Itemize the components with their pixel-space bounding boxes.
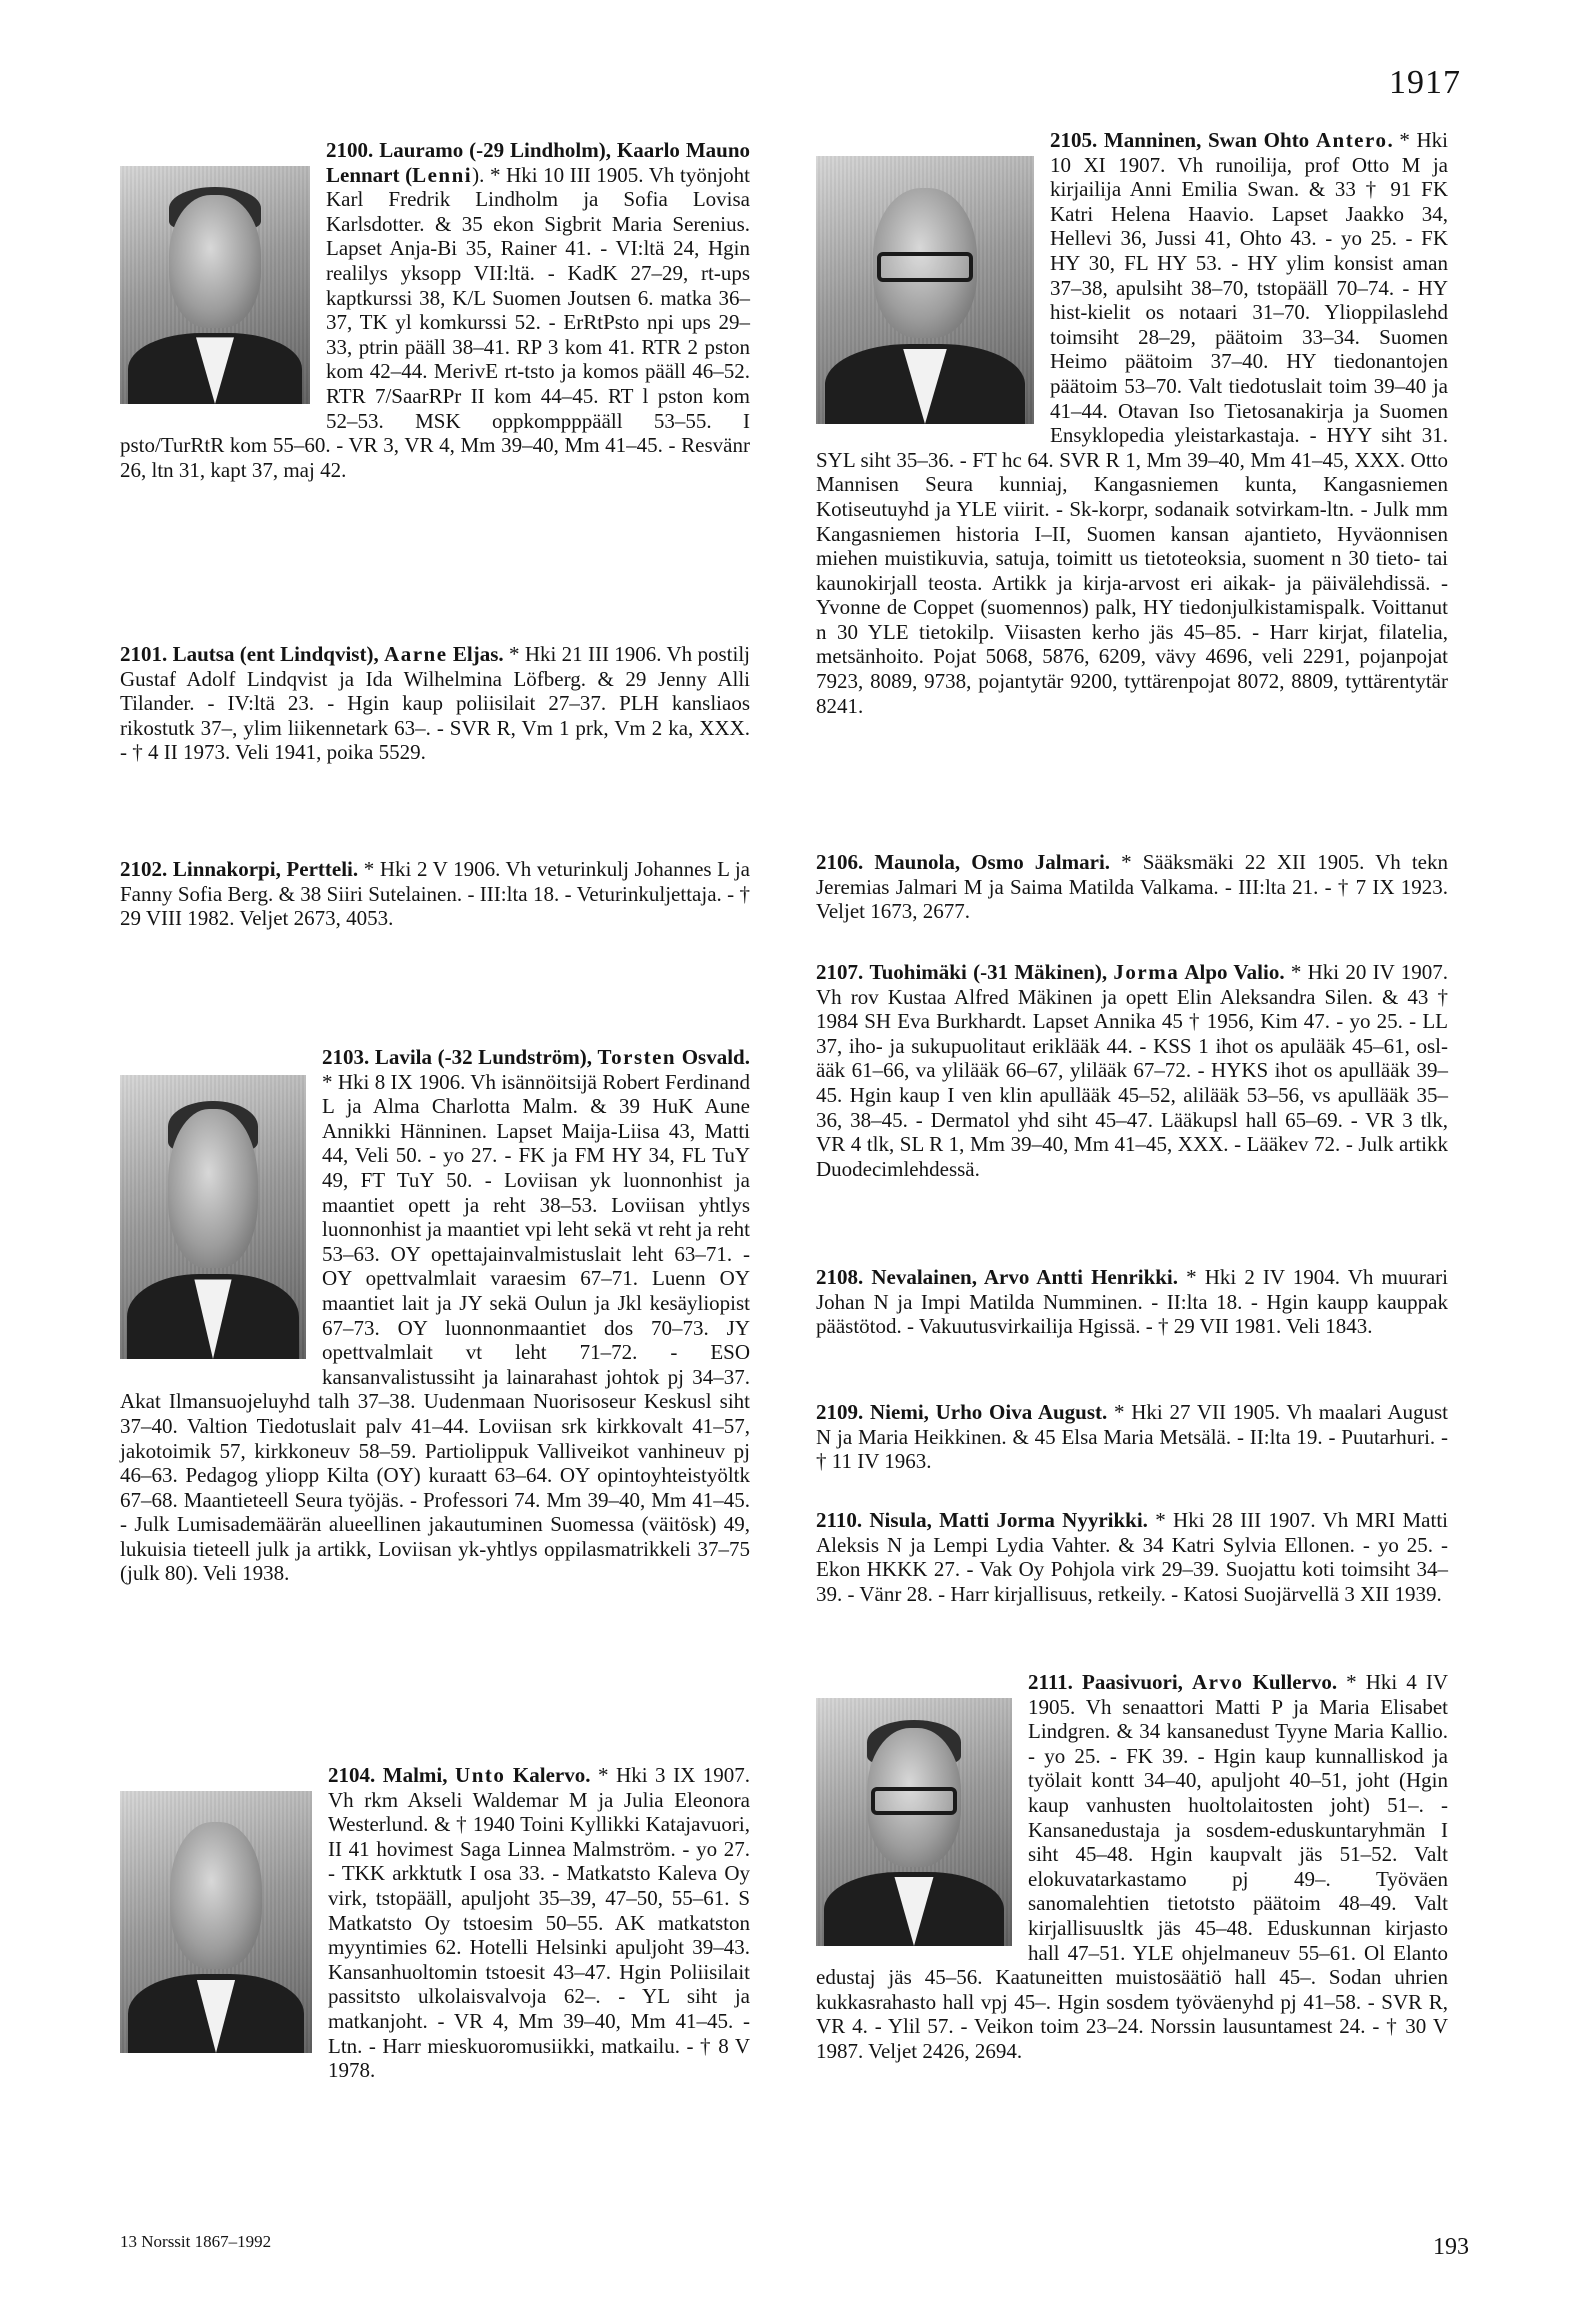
entry-text: ). * Hki 10 III 1905. Vh työnjoht Karl Fredrik Lindholm ja Sofia Lovisa Karlsdotter. & 35 ekon Sigbrit Maria Serenius. Lapset Anja-Bi 35, Rainer 41. - VI:ltä 24, Hgin realilys yksopp VII:ltä. - KadK 27–29, rt-ups kaptkurssi 38, K/L Suomen Joutsen 6. matka 36–37, TK yl komkurssi 52. - ErRtPsto npi ups 29–33, ptrin pääll 38–41. RP 3 kom 41. RTR 2 pston kom 42–44. MerivE rt-tsto ja komos pääll 46–52. RTR 7/SaarRPr II kom 44–45. RT l pston kom 52–53. MSK oppkompppääll 53–55. I psto/TurRtR kom 55–60. - VR 3, VR 4, Mm 39–40, Mm 41–45. - Resvänr 26, ltn 31, kapt 37, maj 42. bbox=[120, 162, 751, 482]
entry-2105 bbox=[816, 128, 1448, 718]
entry-2104 bbox=[120, 1763, 750, 2083]
entry-number: 2108. bbox=[816, 1265, 864, 1289]
entry-2111 bbox=[816, 1670, 1448, 2064]
entry-text: * Sääksmäki 22 XII 1905. Vh tekn Jeremias Jalmari M ja Saima Matilda Valkama. - III:lta 21. - † 7 IX 1923. Veljet 1673, 2677. bbox=[816, 850, 1449, 924]
entry-text: * Hki 2 V 1906. Vh veturinkulj Johannes L ja Fanny Sofia Berg. & 38 Siiri Sutelainen. - III:lta 18. - Veturinkuljettaja. - † 29 VIII 1982. Veljet 2673, 4053. bbox=[120, 857, 750, 931]
entry-name: Malmi, bbox=[382, 1763, 456, 1787]
entry-number: 2101. bbox=[120, 642, 168, 666]
entry-name: Tuohimäki (-31 Mäkinen), bbox=[869, 960, 1114, 984]
footer-note: 13 Norssit 1867–1992 bbox=[120, 2232, 272, 2251]
entry-number: 2107. bbox=[816, 960, 864, 984]
portrait-photo bbox=[120, 1791, 312, 2053]
entry-name: Nisula, Matti Jorma Nyyrikki. bbox=[869, 1508, 1148, 1532]
entry-given-name: Aarne bbox=[384, 642, 448, 666]
entry-given-name: Arvo bbox=[1191, 1670, 1244, 1694]
entry-2103 bbox=[120, 1045, 750, 1586]
entry-2107 bbox=[816, 960, 1448, 1181]
entry-2108 bbox=[816, 1265, 1448, 1339]
entry-number: 2111. bbox=[1028, 1670, 1073, 1694]
entry-name-rest: Eljas. bbox=[447, 642, 504, 666]
entry-2100 bbox=[120, 138, 750, 482]
entry-number: 2100. bbox=[326, 138, 374, 162]
entry-name: Linnakorpi, Pertteli. bbox=[172, 857, 359, 881]
entry-given-name: Antero bbox=[1315, 128, 1388, 152]
entry-name: Lavila (-32 Lundström), bbox=[374, 1045, 598, 1069]
entry-2109 bbox=[816, 1400, 1448, 1474]
entry-number: 2103. bbox=[322, 1045, 370, 1069]
entry-name-rest: Kullervo. bbox=[1243, 1670, 1338, 1694]
entry-name: Lautsa (ent Lindqvist), bbox=[172, 642, 385, 666]
entry-text: * Hki 20 IV 1907. Vh rov Kustaa Alfred Mäkinen ja opett Elin Aleksandra Silen. & 43 † 1984 SH Eva Burkhardt. Lapset Annika 45 † 1956, Kim 47. - yo 25. - LL 37, iho- ja sukupuolitaut eriklääk 44. - KSS 1 ihot os apulääk 45–61, oslääk 61–66, va ylilääk 66–67, ylilääk 67–72. - HYKS ihot os apullääk 39–45. Hgin kaup I ven klin apullääk 45–52, alilääk 53–56, vs apullääk 35–36, 38–45. - Dermatol yhd siht 45–47. Lääkupsl hall 65–69. - VR 3 tlk, VR 4 tlk, SL R 1, Mm 39–40, Mm 41–45, XXX. - Lääkev 72. - Julk artikk Duodecimlehdessä. bbox=[816, 960, 1448, 1181]
entry-name: Lauramo (-29 Lindholm), Kaarlo Mauno Lennart ( bbox=[326, 138, 751, 187]
page-year: 1917 bbox=[1389, 64, 1461, 101]
entry-name: Manninen, Swan Ohto bbox=[1103, 128, 1316, 152]
entry-text: * Hki 3 IX 1907. Vh rkm Akseli Waldemar M ja Julia Eleonora Westerlund. & † 1940 Toini Kyllikki Katajavuori, II 41 hovimest Saga Linnea Malmström. - yo 27. - TKK arkktutk I osa 33. - Matkatsto Kaleva Oy virk, tstopääll, apuljoht 35–39, 47–50, 55–61. S Matkatsto Oy tstoesim 50–55. AK matkatston myyntimies 62. Hotelli Helsinki apuljoht 39–43. Kansanhuoltomin tstoesit 43–47. Hgin Poliisilait passitsto ulkolaisvalvoja 62–. - YL siht ja matkanjoht. - VR 4, Mm 39–40, Mm 41–45. - Ltn. - Harr mieskuoromusiikki, matkailu. - † 8 V 1978. bbox=[328, 1763, 751, 2083]
entry-given-name: Torsten bbox=[597, 1045, 677, 1069]
entry-given-name: Jorma bbox=[1113, 960, 1180, 984]
entry-text: * Hki 10 XI 1907. Vh runoilija, prof Otto M ja kirjailija Anni Emilia Swan. & 33 † 91 FK Katri Helena Haavio. Lapset Jaakko 34, Hellevi 36, Jussi 41, Ohto 43. - yo 25. - FK HY 30, FL HY 53. - HY ylim konsist aman 37–38, apulsiht 38–70, tstopääll 70–74. - HY hist-kielit os notaari 31–70. Ylioppilaslehd toimsiht 28–29, päätoim 33–34. Suomen Heimo päätoim 37–40. HY tiedonantojen päätoim 53–70. Valt tiedotuslait toim 39–40 ja 41–44. Otavan Iso Tietosanakirja ja Suomen Ensyklopedia yleistarkastaja. - HYY siht 31. SYL siht 35–36. - FT hc 64. SVR R 1, Mm 39–40, Mm 41–45, XXX. Otto Mannisen Seura kunniaj, Kangasniemen kunta, Kangasniemen Kotiseutuyhd ja YLE viirit. - Sk-korpr, sodanaik sotvirkam-ltn. - Julk mm Kangasniemen historia I–II, Suomen kansan ajantieto, Hyväonnisen miehen muistikuvia, satuja, toimitt us tietoteoksia, suoment n 30 tieto- tai kaunokirjall teosta. Artikk ja kirja-arvost eri aikak- ja päivälehdissä. - Yvonne de Coppet (suomennos) palk, HY tiedonjulkistamispalk. Voittanut n 30 YLE tietokilp. Viisasten kerho jäs 45–85. - Harr kirjat, filatelia, metsänhoito. Pojat 5068, 5876, 6209, vävy 4696, veli 2291, pojanpojat 7923, 8089, 9738, pojantytär 9200, tyttärenpojat 8072, 8809, tyttärentytär 8241. bbox=[816, 128, 1449, 718]
portrait-photo bbox=[816, 156, 1034, 424]
entry-name-rest: Kalervo. bbox=[505, 1763, 591, 1787]
entry-name: Maunola, Osmo Jalmari. bbox=[874, 850, 1111, 874]
entry-text: * Hki 2 IV 1904. Vh muurari Johan N ja Impi Matilda Numminen. - II:lta 18. - Hgin kaupp kauppak päästötod. - Vakuutusvirkailija Hgissä. - † 29 VII 1981. Veli 1843. bbox=[816, 1265, 1449, 1339]
entry-name: Niemi, Urho Oiva August. bbox=[870, 1400, 1108, 1424]
entry-text: * Hki 27 VII 1905. Vh maalari August N ja Maria Heikkinen. & 45 Elsa Maria Metsälä. - II:lta 19. - Puutarhuri. - † 11 IV 1963. bbox=[816, 1400, 1449, 1474]
entry-text: * Hki 28 III 1907. Vh MRI Matti Aleksis N ja Lempi Lydia Vahter. & 34 Katri Sylvia Ellonen. - yo 25. - Ekon HKKK 27. - Vak Oy Pohjola virk 29–39. Suojattu koti toimsiht 34–39. - Vänr 28. - Harr kirjallisuus, retkeily. - Katosi Suojärvellä 3 XII 1939. bbox=[816, 1508, 1448, 1606]
portrait-photo bbox=[120, 166, 310, 404]
entry-text: * Hki 8 IX 1906. Vh isännöitsijä Robert Ferdinand L ja Alma Charlotta Malm. & 39 HuK Aune Annikki Hänninen. Lapset Maija-Liisa 43, Matti 44, Veli 50. - yo 27. - FK ja FM HY 34, FL TuY 49, FT TuY 50. - Loviisan yk luonnonhist ja maantiet opett ja reht 38–53. Loviisan yhtlys luonnonhist ja maantiet vpi leht sekä vt reht ja reht 53–63. OY opettajainvalmistuslait leht 63–71. - OY opettvalmlait varaesim 67–71. Luenn OY maantiet lait ja JY sekä Oulun ja Jkl kesäyliopist 67–73. OY luonnonmaantiet dos 70–73. JY opettvalmlait vt leht 71–72. - ESO kansanvalistussiht ja lainarahast johtok pj 34–37. Akat Ilmansuojeluyhd talh 37–38. Uudenmaan Nuorisoseur Keskusl siht 37–40. Valtion Tiedotuslait palv 41–44. Loviisan srk kirkkovalt 41–57, jakotoimik 57, kirkkoneuv 58–59. Partiolippuk Valliveikot vanhineuv pj 46–63. Pedagog yliopp Kilta (OY) kuraatt 63–64. OY opintoyhteistyöltk 67–68. Maantieteell Seura työjäs. - Professori 74. Mm 39–40, Mm 41–45. - Julk Lumisademäärän alueellinen jakautuminen Suomessa (väitösk) 49, lukuisia tieteell julk ja artikk, Loviisan yk-yhtlys oppilasmatrikkeli 37–75 (julk 80). Veli 1938. bbox=[120, 1069, 750, 1586]
entry-number: 2102. bbox=[120, 857, 168, 881]
entry-given-name: Unto bbox=[455, 1763, 506, 1787]
entry-2106 bbox=[816, 850, 1448, 924]
entry-2110 bbox=[816, 1508, 1448, 1606]
entry-given-name: Lenni bbox=[412, 162, 473, 187]
entry-2101 bbox=[120, 642, 750, 765]
entry-name: Nevalainen, Arvo Antti Henrikki. bbox=[871, 1265, 1179, 1289]
page-number: 193 bbox=[1433, 2234, 1469, 2260]
entry-name-rest: Alpo Valio. bbox=[1179, 960, 1285, 984]
entry-number: 2109. bbox=[816, 1400, 864, 1424]
entry-number: 2106. bbox=[816, 850, 864, 874]
portrait-photo bbox=[120, 1075, 306, 1359]
entry-text: * Hki 21 III 1906. Vh postilj Gustaf Adolf Lindqvist ja Ida Wilhelmina Löfberg. & 29 Jenny Alli Tilander. - IV:ltä 23. - Hgin kaup poliisilait 27–37. PLH kansliaos rikostutk 37–, ylim liikennetark 63–. - SVR R, Vm 1 prk, Vm 2 ka, XXX. - † 4 II 1973. Veli 1941, poika 5529. bbox=[120, 642, 751, 765]
entry-number: 2105. bbox=[1050, 128, 1098, 152]
entry-number: 2104. bbox=[328, 1763, 376, 1787]
entry-number: 2110. bbox=[816, 1508, 863, 1532]
entry-2102 bbox=[120, 857, 750, 931]
entry-text: * Hki 4 IV 1905. Vh senaattori Matti P ja Maria Elisabet Lindgren. & 34 kansanedust Tyyne Maria Kallio. - yo 25. - FK 39. - Hgin kaup kunnalliskod ja työlait kontt 34–40, apuljoht 40–51, joht (Hgin kaup vanhusten huoltolaitosten joht) 51–. - Kansanedustaja ja sosdem-eduskuntaryhmän I siht 45–48. Hgin kaupvalt jäs 51–52. Valt elokuvatarkastamo pj 49–. Työväen sanomalehtien tietotsto päätoim 48–49. Valt kirjallisuusltk jäs 45–48. Eduskunnan kirjasto hall 47–51. YLE ohjelmaneuv 55–61. Ol Elanto edustaj jäs 45–56. Kaatuneitten muistosäätiö hall 45–. Sodan uhrien kukkasrahasto hall vpj 45–. Hgin sosdem työväenyhd pj 41–58. - SVR R, VR 4. - Ylil 57. - Veikon toim 23–24. Norssin lausuntamest 24. - † 30 V 1987. Veljet 2426, 2694. bbox=[816, 1670, 1449, 2063]
entry-name: Paasivuori, bbox=[1082, 1670, 1192, 1694]
portrait-photo bbox=[816, 1698, 1012, 1946]
entry-name-rest: Osvald. bbox=[676, 1045, 750, 1069]
entry-name-rest: . bbox=[1387, 128, 1393, 152]
